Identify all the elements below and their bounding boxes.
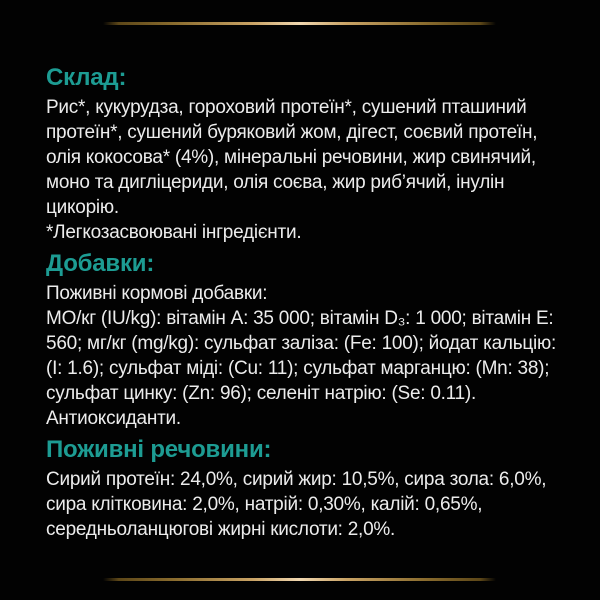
gold-divider-bottom [103, 578, 496, 581]
additives-line: 560; мг/кг (mg/kg): сульфат заліза: (Fe: 100); йодат кальцію: [46, 333, 557, 354]
composition-line: Рис*, кукурудза, гороховий протеїн*, сушений пташиний [46, 97, 527, 118]
composition-section [46, 64, 590, 245]
composition-line: моно та дигліцериди, олія соєва, жир риб’ячий, інулін [46, 172, 505, 193]
composition-line: протеїн*, сушений буряковий жом, дігест, соєвий протеїн, [46, 122, 538, 143]
composition-line: олія кокосова* (4%), мінеральні речовини, жир свинячий, [46, 147, 536, 168]
composition-line: цикорію. [46, 197, 119, 218]
gold-divider-top [103, 22, 496, 25]
additives-heading: Добавки: [46, 250, 155, 277]
nutrients-line: середньоланцюгові жирні кислоти: 2,0%. [46, 519, 396, 540]
nutrients-line: Сирий протеїн: 24,0%, сирий жир: 10,5%, сира зола: 6,0%, [46, 469, 547, 490]
nutrients-section [46, 436, 590, 542]
additives-line: МО/кг (IU/kg): вітамін A: 35 000; вітамін D₃: 1 000; вітамін E: [46, 308, 554, 329]
composition-heading: Склад: [46, 64, 127, 91]
composition-footnote: *Легкозасвоювані інгредієнти. [46, 222, 302, 243]
nutrients-line: сира клітковина: 2,0%, натрій: 0,30%, калій: 0,65%, [46, 494, 483, 515]
additives-line: Поживні кормові добавки: [46, 283, 268, 304]
label-content [46, 64, 590, 547]
additives-section [46, 250, 590, 431]
nutrients-heading: Поживні речовини: [46, 436, 272, 463]
additives-line: (I: 1.6); сульфат міді: (Cu: 11); сульфат марганцю: (Mn: 38); [46, 358, 550, 379]
additives-line: Антиоксиданти. [46, 408, 181, 429]
additives-line: сульфат цинку: (Zn: 96); селеніт натрію: (Se: 0.11). [46, 383, 477, 404]
